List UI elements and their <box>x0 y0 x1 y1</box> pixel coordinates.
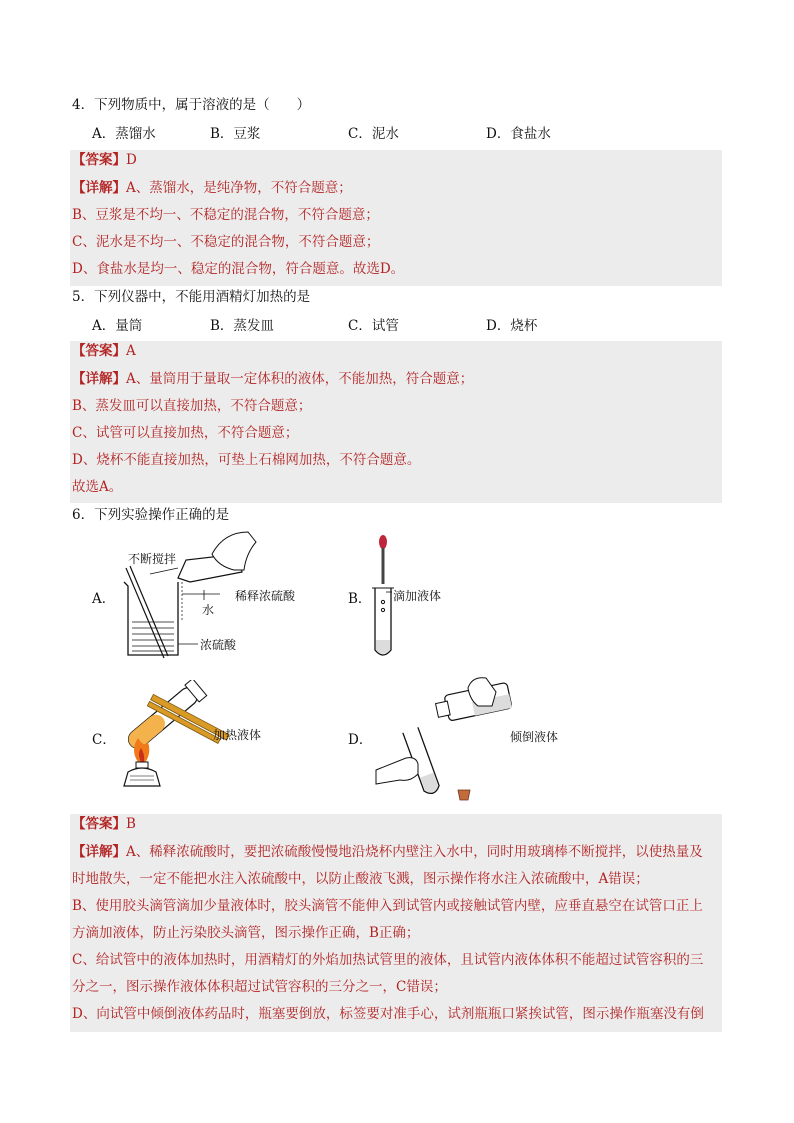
detail-line: C、泥水是不均一、不稳定的混合物，不符合题意； <box>72 234 380 250</box>
label-water: 水 <box>202 603 215 617</box>
detail-line: C、给试管中的液体加热时，用酒精灯的外焰加热试管里的液体，且试管内液体体积不能超过试管容积的三 <box>72 952 704 968</box>
detail-line: B、蒸发皿可以直接加热，不符合题意； <box>72 398 312 414</box>
detail-line: 方滴加液体，防止污染胶头滴管，图示操作正确，B正确； <box>72 925 420 941</box>
dropper-tube <box>382 548 385 584</box>
option-c: C．泥水 <box>348 126 399 142</box>
option-d: D．烧杯 <box>486 318 538 334</box>
detail-line: B、豆浆是不均一、不稳定的混合物，不符合题意； <box>72 207 379 223</box>
label-dilute-acid: 稀释浓硫酸 <box>235 589 296 603</box>
figure-b-letter: B． <box>348 591 372 607</box>
detail-line: 【详解】A、蒸馏水，是纯净物，不符合题意； <box>72 180 352 196</box>
label-stir: 不断搅拌 <box>128 552 177 566</box>
figure-b-dropper-illustration <box>366 530 466 660</box>
option-a: A．蒸馏水 <box>92 126 156 142</box>
answer-value: B <box>126 816 136 832</box>
detail-line: 【详解】A、量筒用于量取一定体积的液体，不能加热，符合题意； <box>72 371 474 387</box>
label-dropper: 滴加液体 <box>393 589 442 603</box>
figure-c-letter: C． <box>92 732 116 748</box>
detail-line: B、使用胶头滴管滴加少量液体时，胶头滴管不能伸入到试管内或接触试管内壁，应垂直悬空在试管口正上 <box>72 898 703 914</box>
option-c: C．试管 <box>348 318 399 334</box>
option-a: A．量筒 <box>92 318 143 334</box>
question-4-answer-block <box>70 150 722 286</box>
label-heating: 加热液体 <box>213 728 262 742</box>
question-5-stem: 5．下列仪器中，不能用酒精灯加热的是 <box>72 289 311 305</box>
label-pouring: 倾倒液体 <box>510 730 559 744</box>
bottle-stopper <box>458 790 470 800</box>
question-4-stem: 4．下列物质中，属于溶液的是（ ） <box>72 97 311 113</box>
question-6-stem: 6．下列实验操作正确的是 <box>72 507 230 523</box>
detail-line: D、向试管中倾倒液体药品时，瓶塞要倒放，标签要对准手心，试剂瓶瓶口紧挨试管，图示操作瓶塞没有倒 <box>72 1006 704 1022</box>
answer-line: 【答案】A <box>72 343 136 359</box>
figure-c-heating-illustration <box>110 680 290 795</box>
detail-line: 分之一，图示操作液体体积超过试管容积的三分之一，C错误； <box>72 979 447 995</box>
detail-line: 时地散失，一定不能把水注入浓硫酸中，以防止酸液飞溅，图示操作将水注入浓硫酸中，A错误； <box>72 871 649 887</box>
alcohol-lamp <box>124 768 160 786</box>
answer-line: 【答案】D <box>72 152 137 168</box>
answer-value: A <box>126 343 136 359</box>
answer-value: D <box>126 152 137 168</box>
option-b: B．豆浆 <box>210 126 261 142</box>
label-conc-acid: 浓硫酸 <box>200 638 237 652</box>
question-5-answer-block <box>70 341 722 503</box>
detail-line: C、试管可以直接加热，不符合题意； <box>72 425 299 441</box>
option-b: B．蒸发皿 <box>210 318 274 334</box>
detail-line: D、食盐水是均一、稳定的混合物，符合题意。故选D。 <box>72 261 405 277</box>
answer-line: 【答案】B <box>72 816 136 832</box>
figure-a-letter: A． <box>92 591 116 607</box>
hand-icon <box>376 758 418 784</box>
question-6-answer-block <box>70 814 722 1032</box>
figure-a-dilution-illustration <box>120 530 360 665</box>
figure-d-pouring-illustration <box>372 672 572 812</box>
detail-line: 故选A。 <box>72 479 123 495</box>
dropper-bulb-icon <box>379 535 387 549</box>
figure-d-letter: D． <box>348 732 373 748</box>
option-d: D．食盐水 <box>486 126 551 142</box>
detail-line: D、烧杯不能直接加热，可垫上石棉网加热，不符合题意。 <box>72 452 421 468</box>
detail-line: 【详解】A、稀释浓硫酸时，要把浓硫酸慢慢地沿烧杯内壁注入水中，同时用玻璃棒不断搅拌，以使热量及 <box>72 844 703 860</box>
